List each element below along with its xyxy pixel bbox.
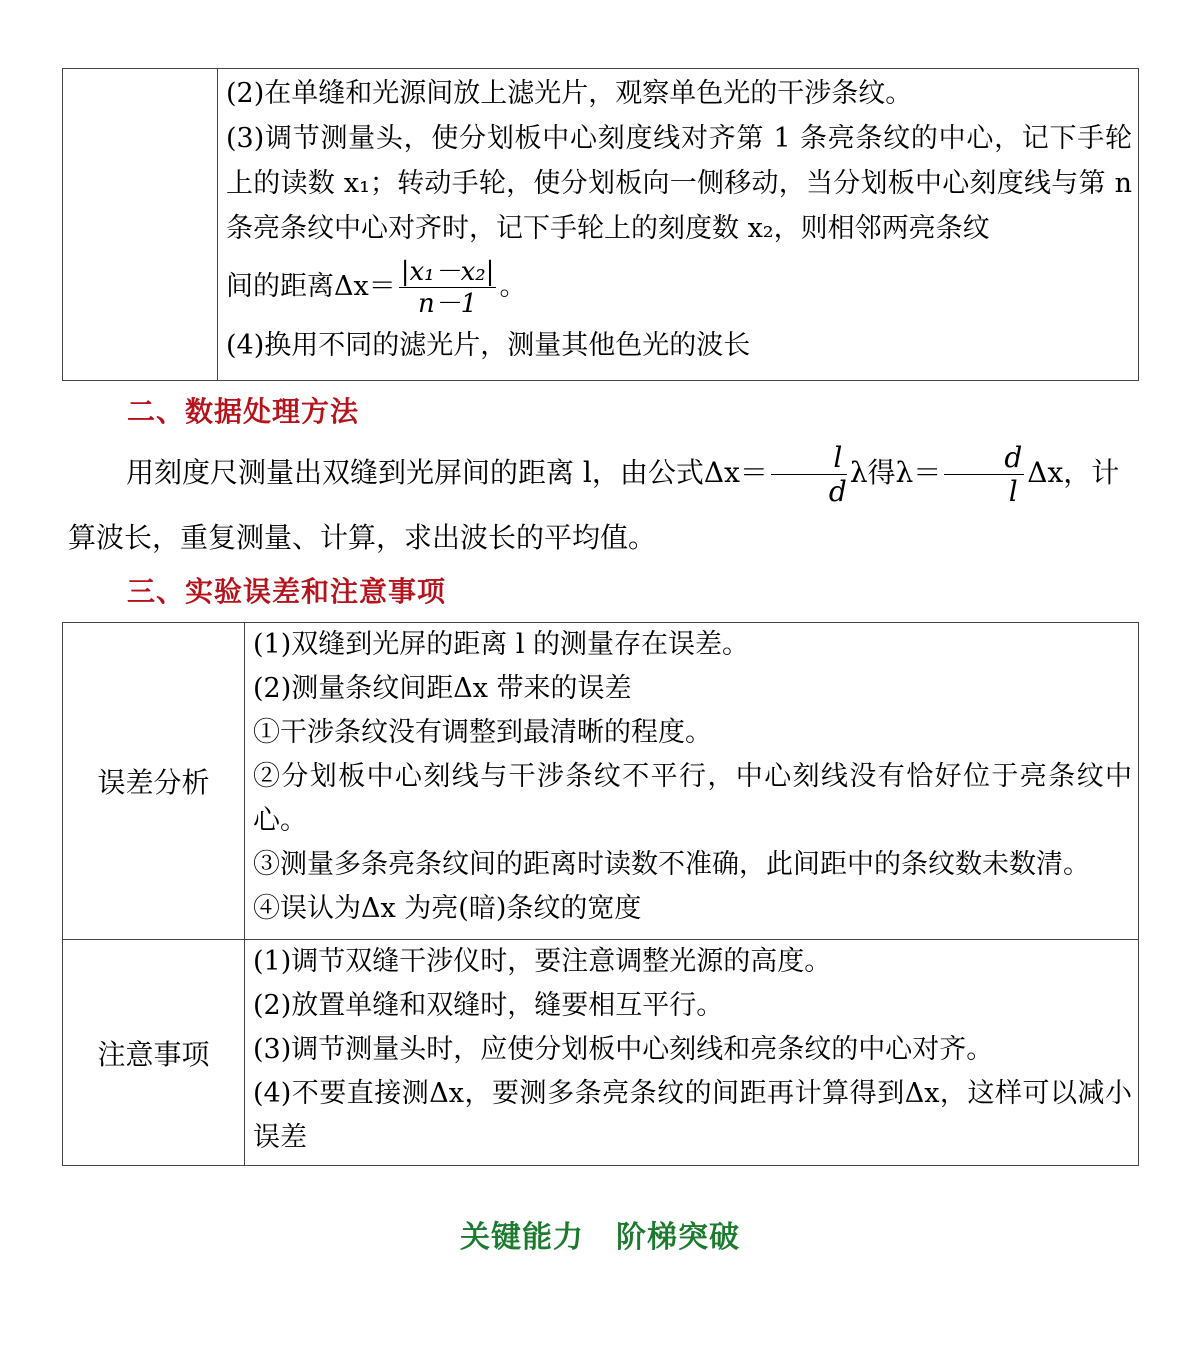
error-analysis-content: [245, 623, 1139, 940]
steps-table: [62, 68, 1139, 381]
precaution-item: (2)放置单缝和双缝时，缝要相互平行。: [253, 990, 724, 1021]
step-2: (2)在单缝和光源间放上滤光片，观察单色光的干涉条纹。: [226, 78, 913, 109]
error-item: ②分划板中心刻线与干涉条纹不平行，中心刻线没有恰好位于亮条纹中心。: [253, 761, 1132, 836]
error-item: ③测量多条亮条纹间的距离时读数不准确，此间距中的条纹数未数清。: [253, 849, 1090, 880]
fraction-d-over-l-denominator: l: [1008, 474, 1018, 508]
key-ability-title: [0, 1212, 1200, 1256]
error-item: (1)双缝到光屏的距离 l 的测量存在误差。: [253, 629, 750, 660]
precaution-item: (3)调节测量头时，应使分划板中心刻线和亮条纹的中心对齐。: [253, 1034, 994, 1065]
formula-fraction-d-over-l: [944, 440, 1024, 508]
spacing-formula-numerator: |x₁－x₂|: [400, 256, 495, 287]
data-processing-paragraph: [68, 441, 1132, 570]
steps-label-cell: [63, 69, 218, 381]
step-3: (3)调节测量头，使分划板中心刻度线对齐第 1 条亮条纹的中心，记下手轮上的读数 x₁；转动手轮，使分划板向一侧移动，当分划板中心刻度线与第 n 条亮条纹中心对齐时，记下手轮上的刻度数 x₂，则相邻两亮条纹: [226, 123, 1132, 244]
step-3-formula-suffix: 。: [499, 271, 527, 302]
precaution-item: (4)不要直接测Δx，要测多条亮条纹的间距再计算得到Δx，这样可以减小误差: [253, 1078, 1132, 1153]
section-heading-errors-and-notes: 三、实验误差和注意事项: [127, 575, 447, 608]
data-processing-text-c: Δx，计算波长，重复测量、计算，求出波长的平均值。: [68, 456, 1120, 554]
data-processing-text-a: 用刻度尺测量出双缝到光屏间的距离 l，由公式Δx＝: [126, 456, 768, 489]
spacing-formula-denominator: n－1: [417, 288, 478, 319]
section-heading-data-processing: 二、数据处理方法: [127, 395, 360, 428]
formula-fraction-l-over-d: [771, 440, 847, 508]
precaution-item: (1)调节双缝干涉仪时，要注意调整光源的高度。: [253, 946, 832, 977]
key-ability-title-left: 关键能力: [460, 1220, 584, 1255]
step-3-formula-prefix: 间的距离Δx＝: [226, 271, 396, 302]
step-3-formula-line: [218, 251, 1138, 323]
fraction-l-over-d-numerator: l: [771, 444, 847, 475]
error-analysis-label: 误差分析: [63, 623, 245, 940]
steps-content-cell: [218, 69, 1139, 381]
key-ability-title-right: 阶梯突破: [616, 1220, 740, 1255]
fraction-l-over-d-denominator: d: [828, 474, 847, 508]
precautions-label: 注意事项: [63, 940, 245, 1166]
error-item: ④误认为Δx 为亮(暗)条纹的宽度: [253, 893, 642, 924]
error-item: ①干涉条纹没有调整到最清晰的程度。: [253, 717, 712, 748]
precautions-content: [245, 940, 1139, 1166]
fraction-d-over-l-numerator: d: [944, 444, 1024, 475]
error-item: (2)测量条纹间距Δx 带来的误差: [253, 673, 632, 704]
errors-notes-table: [62, 622, 1139, 1166]
step-4: (4)换用不同的滤光片，测量其他色光的波长: [226, 330, 751, 361]
spacing-formula: [399, 256, 497, 319]
data-processing-text-b: λ得λ＝: [849, 456, 942, 489]
